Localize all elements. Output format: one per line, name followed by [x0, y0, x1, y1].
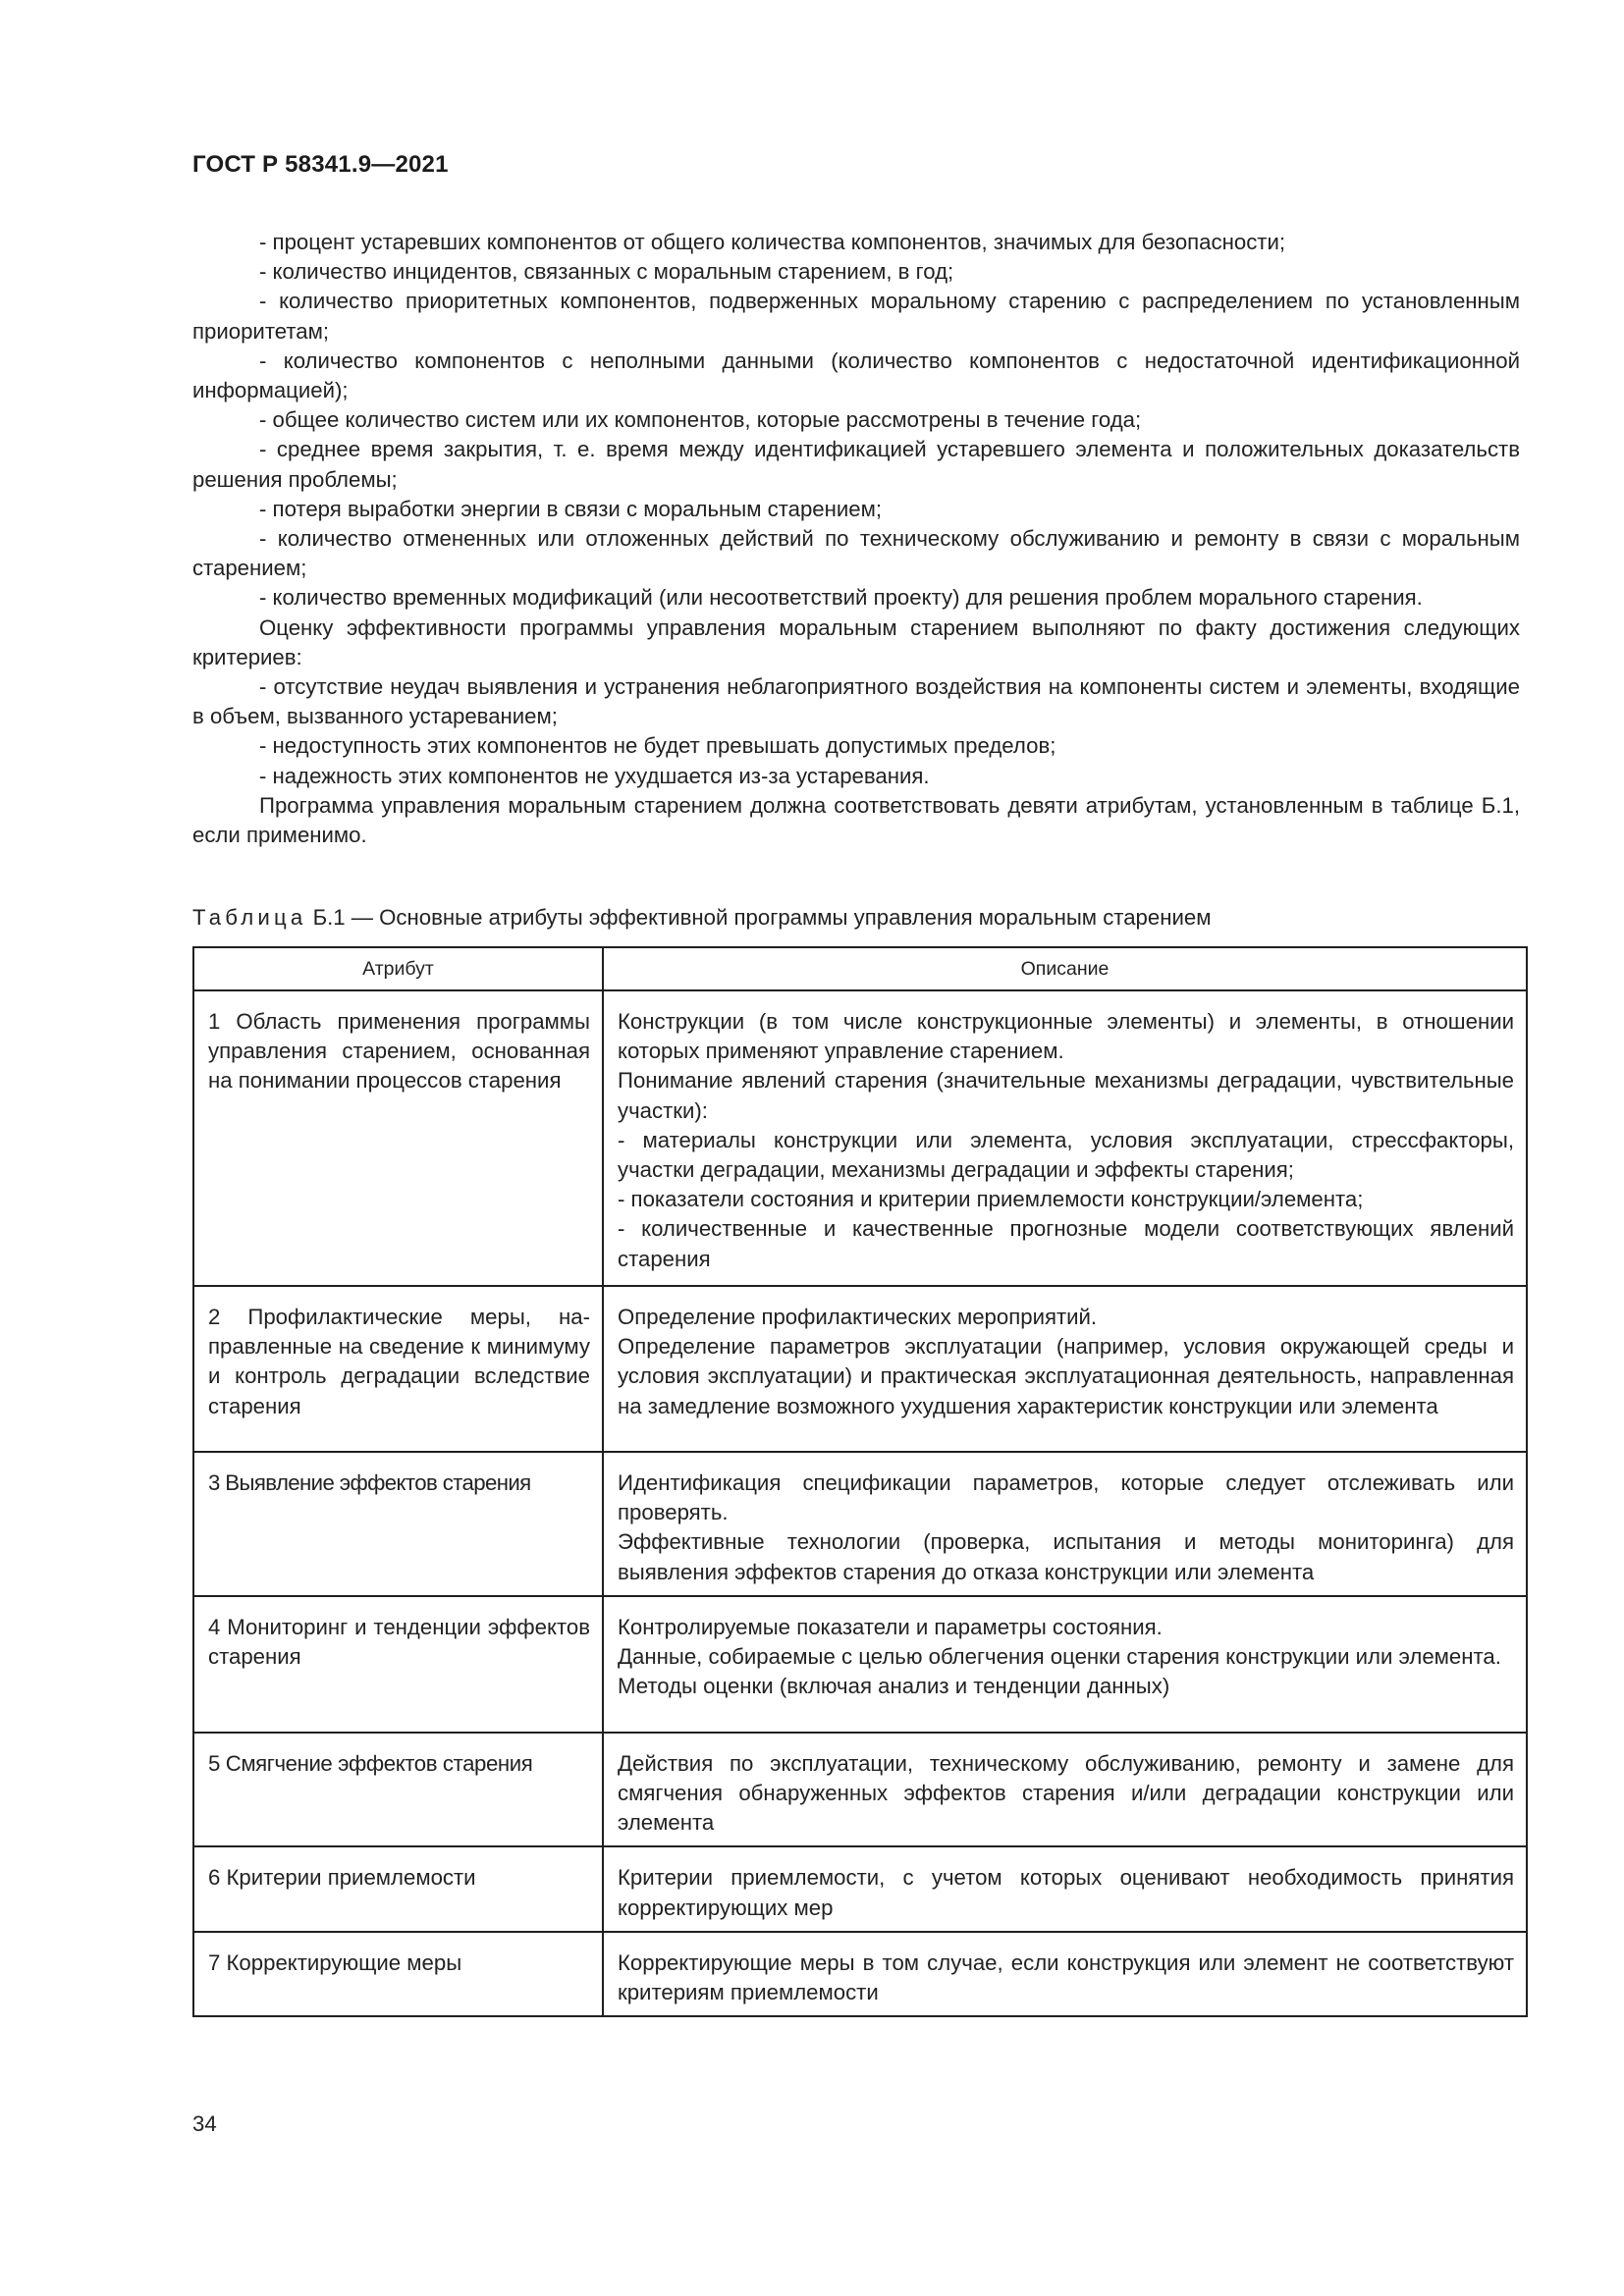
- description-line: - материалы конструкции или элемента, условия эксплуатации, стрессфакторы, участки деградации, механизмы деградации и эффекты старения;: [618, 1127, 1514, 1183]
- table-caption-text: Б.1 — Основные атрибуты эффективной программы управления моральным старением: [306, 905, 1212, 930]
- attribute-cell: 4 Мониторинг и тенденции эффектов старения: [193, 1596, 603, 1733]
- description-cell: [603, 1733, 1527, 1847]
- paragraph: - количество приоритетных компонентов, подверженных моральному старению с распределением по установленным приоритетам;: [192, 289, 1520, 344]
- description-cell: [603, 1596, 1527, 1733]
- paragraph: - процент устаревших компонентов от общего количества компонентов, значимых для безопасности;: [259, 230, 1286, 254]
- column-header-attribute: Атрибут: [193, 947, 603, 990]
- table-row: [193, 1452, 1527, 1596]
- table-caption: [192, 903, 1211, 933]
- description-line: Идентификация спецификации параметров, которые следует отслеживать или проверять.: [618, 1470, 1514, 1525]
- column-header-description: Описание: [603, 947, 1527, 990]
- description-cell: [603, 1846, 1527, 1931]
- description-cell: [603, 1452, 1527, 1596]
- attribute-cell: 2 Профилактические меры, направленные на сведение к минимуму и контроль деградации вследствие старения: [193, 1286, 603, 1452]
- paragraph: - отсутствие неудач выявления и устранения неблагоприятного воздействия на компоненты систем и элементы, входящие в объем, вызванного устареванием;: [192, 674, 1520, 729]
- paragraph: - количество отмененных или отложенных действий по техническому обслуживанию и ремонту в связи с моральным старением;: [192, 526, 1520, 581]
- description-line: Контролируемые показатели и параметры состояния.: [618, 1614, 1163, 1639]
- table-row: [193, 990, 1527, 1286]
- attribute-cell: 7 Корректирующие меры: [193, 1932, 603, 2016]
- description-line: Действия по эксплуатации, техническому обслуживанию, ремонту и замене для смягчения обнаруженных эффектов старения и/или деградации конструкции или элемента: [618, 1750, 1514, 1836]
- paragraph: - общее количество систем или их компонентов, которые рассмотрены в течение года;: [259, 407, 1142, 433]
- document-header: ГОСТ Р 58341.9—2021: [192, 151, 449, 178]
- paragraph: - среднее время закрытия, т. е. время между идентификацией устаревшего элемента и положительных доказательств решения проблемы;: [192, 437, 1520, 492]
- table-header-row: [193, 947, 1527, 990]
- paragraph: - количество инцидентов, связанных с моральным старением, в год;: [259, 259, 954, 285]
- paragraph: - количество временных модификаций (или несоответствий проекту) для решения проблем морального старения.: [259, 585, 1423, 611]
- description-line: Определение параметров эксплуатации (например, условия окружающей среды и условия эксплуатации) и практическая эксплуатационная деятельность, направленная на замедление возможного ухудшения характеристик конструкции или элемента: [618, 1334, 1514, 1418]
- description-line: Корректирующие меры в том случае, если конструкция или элемент не соответствуют критериям приемлемости: [618, 1949, 1514, 2005]
- table-row: [193, 1733, 1527, 1847]
- description-line: Методы оценки (включая анализ и тенденции данных): [618, 1674, 1170, 1699]
- paragraph: - количество компонентов с неполными данными (количество компонентов с недостаточной идентификационной информацией);: [192, 347, 1520, 403]
- paragraph: Оценку эффективности программы управления моральным старением выполняют по факту достижения следующих критериев:: [192, 614, 1520, 669]
- paragraph: - недоступность этих компонентов не будет превышать допустимых пределов;: [259, 733, 1056, 759]
- description-line: Конструкции (в том числе конструкционные элементы) и элементы, в отношении которых применяют управление старением.: [618, 1009, 1514, 1064]
- attribute-cell: 6 Критерии приемлемости: [193, 1846, 603, 1931]
- body-text: [192, 228, 1520, 850]
- attributes-table: [192, 946, 1528, 2017]
- attribute-cell: 1 Область применения программы управления старением, основанная на понимании процессов старения: [193, 990, 603, 1286]
- description-line: Определение профилактических мероприятий.: [618, 1305, 1098, 1329]
- description-line: - количественные и качественные прогнозные модели соответствующих явлений старения: [618, 1216, 1514, 1271]
- table-row: [193, 1846, 1527, 1931]
- paragraph: - надежность этих компонентов не ухудшается из-за устаревания.: [259, 763, 930, 788]
- description-cell: [603, 1286, 1527, 1452]
- description-line: Эффективные технологии (проверка, испытания и методы мониторинга) для выявления эффектов старения до отказа конструкции или элемента: [618, 1529, 1514, 1584]
- description-line: - показатели состояния и критерии приемлемости конструкции/элемента;: [618, 1187, 1364, 1212]
- attribute-cell: 3 Выявление эффектов старения: [193, 1452, 603, 1596]
- description-line: Критерии приемлемости, с учетом которых оценивают необходимость принятия корректирующих мер: [618, 1865, 1514, 1920]
- description-line: Понимание явлений старения (значительные механизмы деградации, чувствительные участки):: [618, 1068, 1514, 1123]
- table-row: [193, 1286, 1527, 1452]
- description-cell: [603, 1932, 1527, 2016]
- page-number: 34: [192, 2111, 217, 2136]
- table-row: [193, 1596, 1527, 1733]
- paragraph: - потеря выработки энергии в связи с моральным старением;: [259, 496, 883, 521]
- attribute-cell: 5 Смягчение эффектов старения: [193, 1733, 603, 1847]
- description-cell: [603, 990, 1527, 1286]
- description-line: Данные, собираемые с целью облегчения оценки старения конструкции или элемента.: [618, 1644, 1501, 1670]
- paragraph: Программа управления моральным старением должна соответствовать девяти атрибутам, установленным в таблице Б.1, если применимо.: [192, 792, 1520, 848]
- table-row: [193, 1932, 1527, 2016]
- table-caption-label: Таблица: [192, 905, 307, 930]
